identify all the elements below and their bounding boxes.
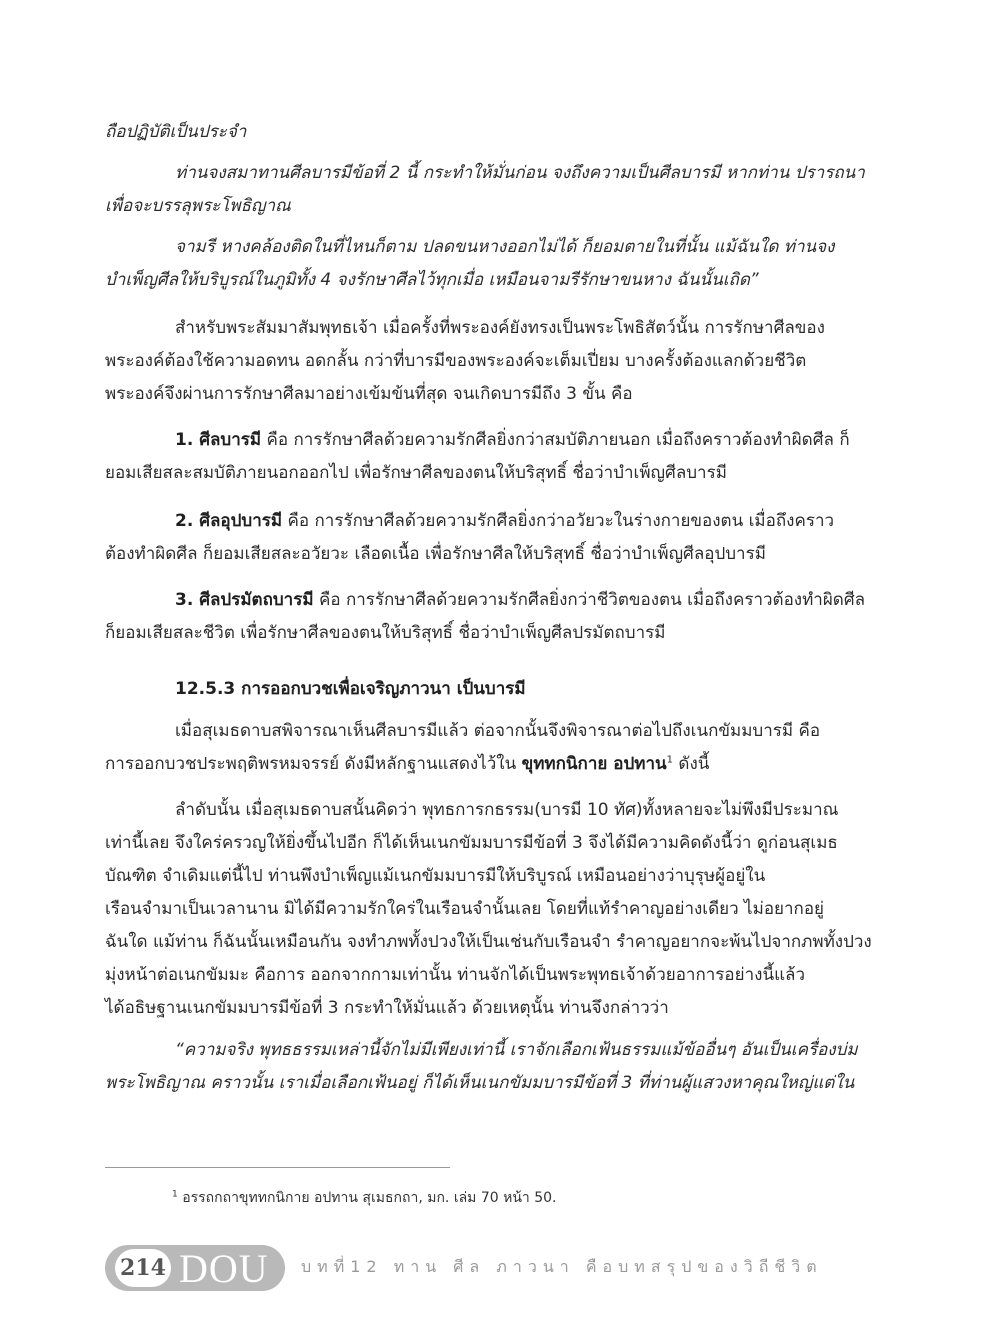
- footnote: [172, 1187, 557, 1209]
- term-definition: คือ การรักษาศีลด้วยความรักศีลยิ่งกว่าชีวิตของตน เมื่อถึงคราวต้องทำผิดศีล: [313, 590, 866, 610]
- text-line: ก็ยอมเสียสละชีวิต เพื่อรักษาศีลของตนให้บริสุทธิ์ ชื่อว่าบำเพ็ญศีลปรมัตถบารมี: [105, 623, 666, 643]
- term-label: 3. ศีลปรมัตถบารมี: [175, 590, 314, 610]
- paragraph-7: [105, 1034, 881, 1100]
- text-line: จามรี หางคล้องติดในที่ไหนก็ตาม ปลดขนหางออกไม่ได้ ก็ยอมตายในที่นั้น แม้ฉันใด ท่านจง: [175, 237, 835, 257]
- term-label: 1. ศีลบารมี: [175, 430, 262, 450]
- page-footer: [105, 1245, 905, 1291]
- text-fragment: การออกบวชประพฤติพรหมจรรย์ ดังมีหลักฐานแสดงไว้ใน: [105, 754, 522, 774]
- footnote-divider: [105, 1167, 450, 1168]
- term-definition: คือ การรักษาศีลด้วยความรักศีลยิ่งกว่าสมบัติภายนอก เมื่อถึงคราวต้องทำผิดศีล ก็: [261, 430, 850, 450]
- text-line: [105, 748, 881, 781]
- list-item-1: [105, 424, 881, 490]
- text-line: ลำดับนั้น เมื่อสุเมธดาบสนั้นคิดว่า พุทธการกธรรม(บารมี 10 ทัศ)ทั้งหลายจะไม่พึงมีประมาณ: [175, 800, 839, 820]
- source-reference: ขุททกนิกาย อปทาน: [521, 754, 667, 774]
- text-line: พระโพธิญาณ คราวนั้น เราเมื่อเลือกเฟ้นอยู่ ก็ได้เห็นเนกขัมมบารมีข้อที่ 3 ที่ท่านผู้แสวงหาคุณใหญ่แต่ใน: [105, 1073, 855, 1093]
- text-line: บำเพ็ญศีลให้บริบูรณ์ในภูมิทั้ง 4 จงรักษาศีลไว้ทุกเมื่อ เหมือนจามรีรักษาขนหาง ฉันนั้นเถิด”: [105, 270, 759, 290]
- text-line: [105, 424, 881, 457]
- text-fragment: ดังนี้: [673, 754, 710, 774]
- text-line: พระองค์จึงผ่านการรักษาศีลมาอย่างเข้มข้นที่สุด จนเกิดบารมีถึง 3 ขั้น คือ: [105, 384, 633, 404]
- paragraph-4: [105, 312, 881, 411]
- list-item-2: [105, 505, 881, 571]
- term-definition: คือ การรักษาศีลด้วยความรักศีลยิ่งกว่าอวัยวะในร่างกายของตน เมื่อถึงคราว: [282, 511, 835, 531]
- text-line: [105, 505, 881, 538]
- list-item-3: [105, 584, 881, 650]
- paragraph-5: [105, 715, 881, 781]
- text-line: เมื่อสุเมธดาบสพิจารณาเห็นศีลบารมีแล้ว ต่อจากนั้นจึงพิจารณาต่อไปถึงเนกขัมมบารมี คือ: [175, 721, 821, 741]
- text-line: [105, 584, 881, 617]
- footnote-number: 1: [172, 1189, 178, 1200]
- paragraph-6: [105, 794, 881, 1025]
- text-line: ต้องทำผิดศีล ก็ยอมเสียสละอวัยวะ เลือดเนื้อ เพื่อรักษาศีลให้บริสุทธิ์ ชื่อว่าบำเพ็ญศีลอุปบารมี: [105, 544, 766, 564]
- page-number: 214: [115, 1249, 171, 1287]
- footnote-text: อรรถกถาขุททกนิกาย อปทาน สุเมธกถา, มก. เล่ม 70 หน้า 50.: [182, 1190, 557, 1206]
- chapter-title: บทที่12 ทาน ศีล ภาวนา คือบทสรุปของวิถีชีวิต: [301, 1257, 823, 1276]
- text-line: มุ่งหน้าต่อเนกขัมมะ คือการ ออกจากกามเท่านั้น ท่านจักได้เป็นพระพุทธเจ้าด้วยอาการอย่างนี้แล้ว: [105, 965, 805, 985]
- text-line: ยอมเสียสละสมบัติภายนอกออกไป เพื่อรักษาศีลของตนให้บริสุทธิ์ ชื่อว่าบำเพ็ญศีลบารมี: [105, 463, 727, 483]
- text-line: ท่านจงสมาทานศีลบารมีข้อที่ 2 นี้ กระทำให้มั่นก่อน จงถึงความเป็นศีลบารมี หากท่าน ปรารถนา: [175, 163, 865, 183]
- footnote-marker[interactable]: 1: [666, 754, 674, 766]
- paragraph-2: [105, 157, 881, 223]
- brand-logo: DOU: [179, 1246, 269, 1291]
- paragraph-1: [105, 116, 881, 149]
- footer-badge: [105, 1245, 285, 1291]
- text-line: บัณฑิต จำเดิมแต่นี้ไป ท่านพึงบำเพ็ญแม้เนกขัมมบารมีให้บริบูรณ์ เหมือนอย่างว่าบุรุษผู้อยู่ใน: [105, 866, 766, 886]
- text-line: เรือนจำมาเป็นเวลานาน มิได้มีความรักใคร่ในเรือนจำนั้นเลย โดยที่แท้รำคาญอย่างเดียว ไม่อยากอยู่: [105, 899, 824, 919]
- text-line: ถือปฏิบัติเป็นประจำ: [105, 122, 247, 142]
- text-line: ได้อธิษฐานเนกขัมมบารมีข้อที่ 3 กระทำให้มั่นแล้ว ด้วยเหตุนั้น ท่านจึงกล่าวว่า: [105, 998, 669, 1018]
- section-heading: [105, 673, 881, 706]
- text-line: เพื่อจะบรรลุพระโพธิญาณ: [105, 196, 291, 216]
- text-line: สำหรับพระสัมมาสัมพุทธเจ้า เมื่อครั้งที่พระองค์ยังทรงเป็นพระโพธิสัตว์นั้น การรักษาศีลของ: [175, 318, 825, 338]
- term-label: 2. ศีลอุปบารมี: [175, 511, 283, 531]
- paragraph-3: [105, 231, 881, 297]
- text-line: พระองค์ต้องใช้ความอดทน อดกลั้น กว่าที่บารมีของพระองค์จะเต็มเปี่ยม บางครั้งต้องแลกด้วยชีวิต: [105, 351, 807, 371]
- heading-text: 12.5.3 การออกบวชเพื่อเจริญภาวนา เป็นบารมี: [175, 679, 526, 699]
- text-line: ฉันใด แม้ท่าน ก็ฉันนั้นเหมือนกัน จงทำภพทั้งปวงให้เป็นเช่นกับเรือนจำ รำคาญอยากจะพ้นไปจากภพทั้งปวง: [105, 932, 872, 952]
- text-line: “ความจริง พุทธธรรมเหล่านี้จักไม่มีเพียงเท่านี้ เราจักเลือกเฟ้นธรรมแม้ข้ออื่นๆ อันเป็นเครื่องบ่ม: [175, 1040, 858, 1060]
- text-line: เท่านี้เลย จึงใคร่ครวญให้ยิ่งขึ้นไปอีก ก็ได้เห็นเนกขัมมบารมีข้อที่ 3 จึงได้มีความคิดดังนี้ว่า ดูก่อนสุเมธ: [105, 833, 838, 853]
